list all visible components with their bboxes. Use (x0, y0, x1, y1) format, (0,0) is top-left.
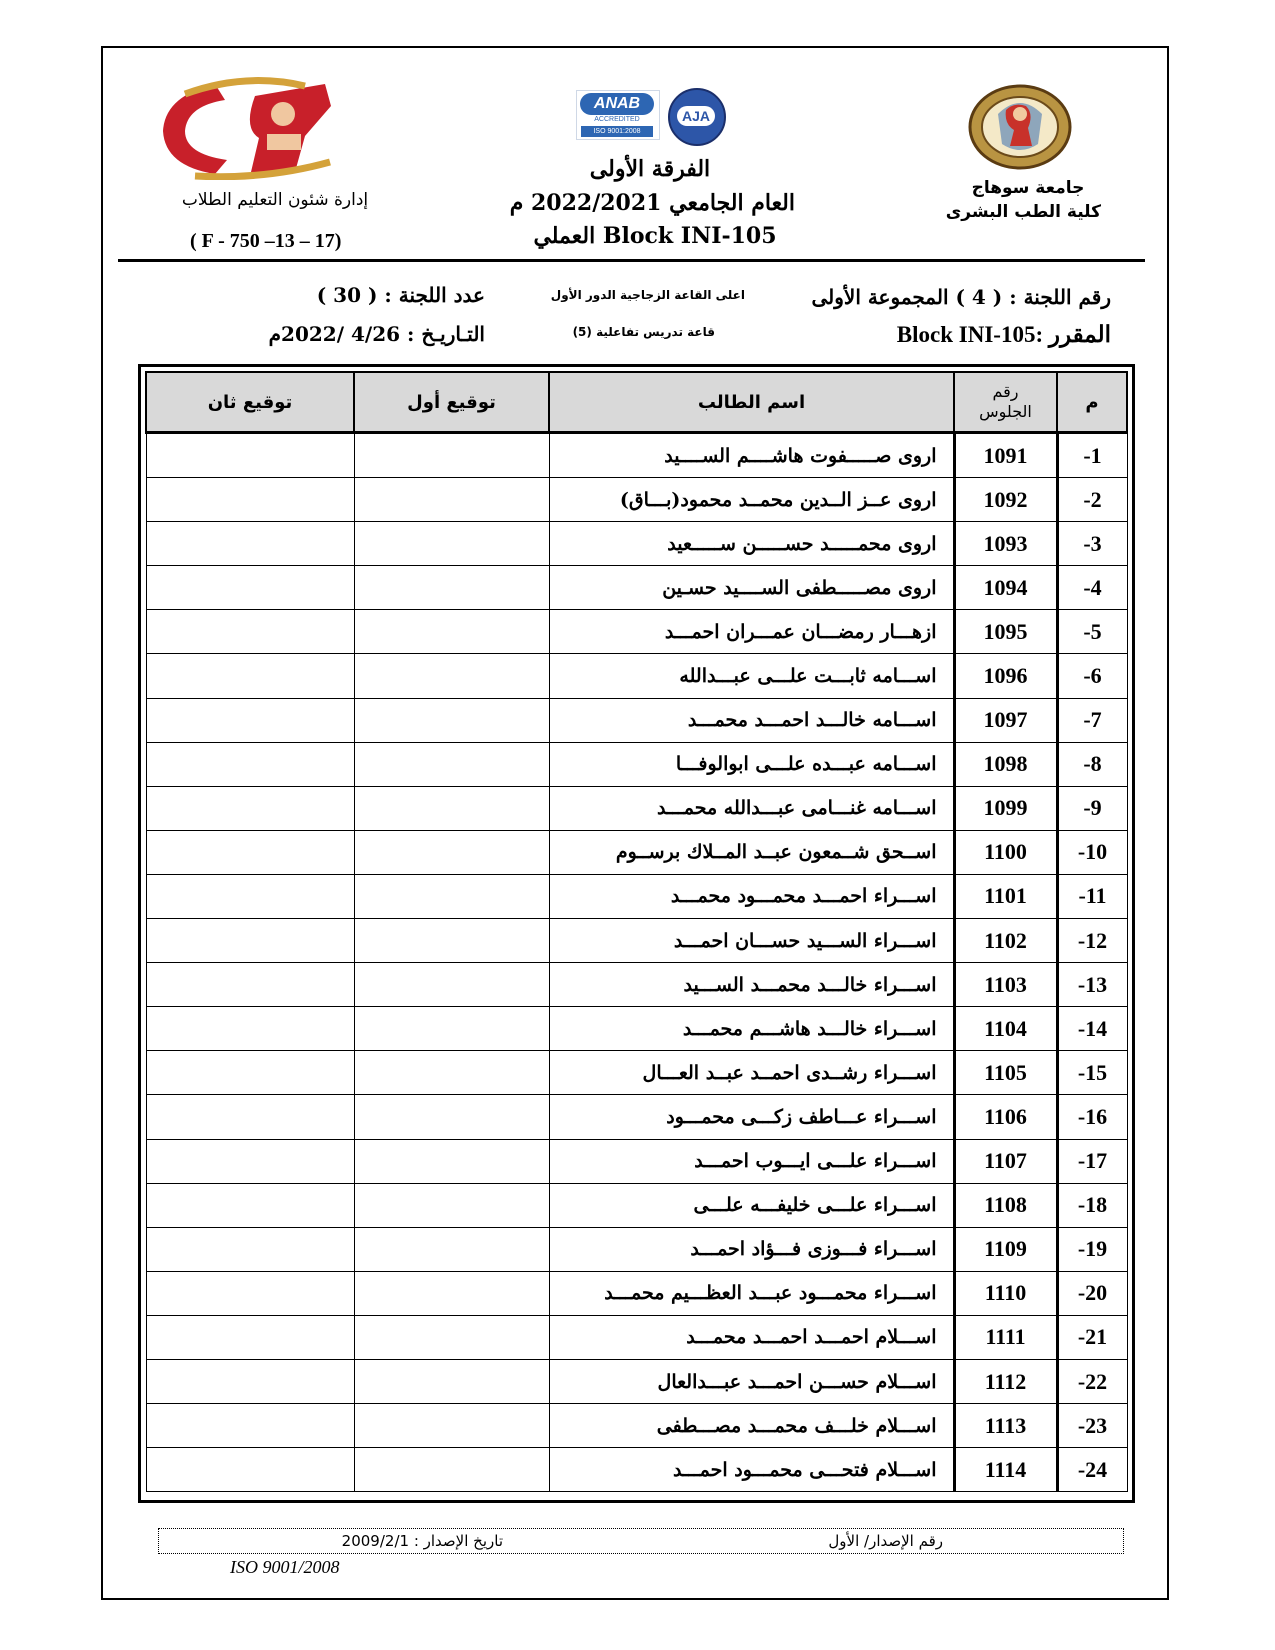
student-name: اســـراء علـــى ايـــوب احمـــد (549, 1139, 954, 1183)
header-first-signature: توقيع أول (354, 372, 549, 433)
student-name: اســـراء علـــى خليفـــه علـــى (549, 1183, 954, 1227)
aja-logo-text: AJA (677, 106, 715, 126)
seat-number: 1100 (954, 830, 1057, 874)
seat-number: 1111 (954, 1315, 1057, 1359)
student-name: اروى صـــــفوت هاشــــم الســــيد (549, 433, 954, 478)
second-signature-cell[interactable] (146, 1448, 354, 1492)
table-row (146, 698, 1127, 742)
student-name: اســـراء محمـــود عبـــد العظـــيم محمـــد (549, 1271, 954, 1315)
committee-number: رقم اللجنة : ( 4 ) المجموعة الأولى (811, 285, 1111, 309)
table-row (146, 1007, 1127, 1051)
seat-number: 1109 (954, 1227, 1057, 1271)
student-name: اســـامه عبـــده علـــى ابوالوفـــا (549, 742, 954, 786)
seat-number: 1091 (954, 433, 1057, 478)
student-name: اســـراء احمـــد محمـــود محمـــد (549, 874, 954, 918)
row-index: -23 (1057, 1404, 1127, 1448)
academic-year: العام الجامعي 2022/2021 م (509, 190, 795, 216)
seat-number: 1101 (954, 874, 1057, 918)
first-signature-cell[interactable] (354, 1271, 549, 1315)
first-signature-cell[interactable] (354, 1404, 549, 1448)
row-index: -5 (1057, 610, 1127, 654)
row-index: -8 (1057, 742, 1127, 786)
row-index: -9 (1057, 786, 1127, 830)
row-index: -18 (1057, 1183, 1127, 1227)
table-row (146, 1139, 1127, 1183)
seat-number: 1103 (954, 963, 1057, 1007)
first-signature-cell[interactable] (354, 433, 549, 478)
seat-number: 1094 (954, 566, 1057, 610)
row-index: -12 (1057, 919, 1127, 963)
second-signature-cell[interactable] (146, 1315, 354, 1359)
row-index: -17 (1057, 1139, 1127, 1183)
row-index: -22 (1057, 1359, 1127, 1403)
header-index: م (1057, 372, 1127, 433)
first-signature-cell[interactable] (354, 1227, 549, 1271)
anab-accredited-text: ACCREDITED (594, 116, 640, 123)
row-index: -10 (1057, 830, 1127, 874)
first-signature-cell[interactable] (354, 478, 549, 522)
second-signature-cell[interactable] (146, 1007, 354, 1051)
header-divider (118, 259, 1145, 262)
table-row (146, 1227, 1127, 1271)
seat-number: 1113 (954, 1404, 1057, 1448)
seat-number: 1105 (954, 1051, 1057, 1095)
first-signature-cell[interactable] (354, 1359, 549, 1403)
student-affairs-dept: إدارة شئون التعليم الطلاب (181, 190, 369, 210)
seat-number: 1093 (954, 522, 1057, 566)
student-name: اســـلام خلـــف محمـــد مصـــطفى (549, 1404, 954, 1448)
student-name: ازهـــار رمضـــان عمـــران احمـــد (549, 610, 954, 654)
first-signature-cell[interactable] (354, 698, 549, 742)
second-signature-cell[interactable] (146, 1051, 354, 1095)
first-signature-cell[interactable] (354, 786, 549, 830)
second-signature-cell[interactable] (146, 1404, 354, 1448)
table-row (146, 919, 1127, 963)
issue-number: رقم الإصدار/ الأول (828, 1532, 943, 1550)
row-index: -11 (1057, 874, 1127, 918)
table-row (146, 830, 1127, 874)
student-name: اســـراء رشــدى احمــد عبــد العـــال (549, 1051, 954, 1095)
table-row (146, 433, 1127, 478)
first-signature-cell[interactable] (354, 610, 549, 654)
table-row (146, 654, 1127, 698)
first-signature-cell[interactable] (354, 654, 549, 698)
hall-name: قاعة تدريس تفاعلية (5) (572, 325, 715, 339)
student-name: اســـامه خالـــد احمـــد محمـــد (549, 698, 954, 742)
student-name: اســـلام حســـن احمـــد عبـــدالعال (549, 1359, 954, 1403)
student-name: اروى عــز الــدين محمــد محمود(بـــاق) (549, 478, 954, 522)
second-signature-cell[interactable] (146, 1139, 354, 1183)
aja-badge (668, 88, 726, 146)
student-name: اســحق شــمعون عبــد المــلاك برســوم (549, 830, 954, 874)
class-title: الفرقة الأولى (589, 156, 711, 182)
footer-box (158, 1528, 1124, 1554)
table-row (146, 1183, 1127, 1227)
seat-number: 1114 (954, 1448, 1057, 1492)
table-row (146, 1359, 1127, 1403)
seat-number: 1092 (954, 478, 1057, 522)
second-signature-cell[interactable] (146, 874, 354, 918)
row-index: -14 (1057, 1007, 1127, 1051)
row-index: -19 (1057, 1227, 1127, 1271)
table-row (146, 742, 1127, 786)
student-name: اســـراء الســـيد حســـان احمـــد (549, 919, 954, 963)
student-name: اســـراء عـــاطف زكـــى محمـــود (549, 1095, 954, 1139)
seat-number: 1097 (954, 698, 1057, 742)
sohag-university-seal-icon (968, 84, 1072, 170)
second-signature-cell[interactable] (146, 610, 354, 654)
university-name: جامعة سوهاج (971, 178, 1085, 198)
second-signature-cell[interactable] (146, 1183, 354, 1227)
student-name: اســـلام احمـــد احمـــد محمـــد (549, 1315, 954, 1359)
student-name: اســـامه ثابـــت علـــى عبـــدالله (549, 654, 954, 698)
first-signature-cell[interactable] (354, 1051, 549, 1095)
first-signature-cell[interactable] (354, 1007, 549, 1051)
first-signature-cell[interactable] (354, 963, 549, 1007)
table-row (146, 963, 1127, 1007)
row-index: -15 (1057, 1051, 1127, 1095)
faculty-of-medicine-logo-icon (155, 76, 345, 180)
seat-number: 1110 (954, 1271, 1057, 1315)
student-name: اســـراء خالـــد محمـــد الســـيد (549, 963, 954, 1007)
first-signature-cell[interactable] (354, 522, 549, 566)
table-row (146, 1404, 1127, 1448)
header-seat-line2: الجلوس (979, 402, 1032, 421)
anab-iso-text: ISO 9001:2008 (581, 126, 653, 137)
second-signature-cell[interactable] (146, 742, 354, 786)
first-signature-cell[interactable] (354, 1183, 549, 1227)
first-signature-cell[interactable] (354, 1448, 549, 1492)
anab-badge (576, 90, 660, 140)
table-row (146, 1315, 1127, 1359)
student-name: اســـراء خالـــد هاشـــم محمـــد (549, 1007, 954, 1051)
table-header-row (146, 372, 1127, 433)
table-row (146, 786, 1127, 830)
second-signature-cell[interactable] (146, 1271, 354, 1315)
student-name: اروى محمـــــد حســـــن ســـــعيد (549, 522, 954, 566)
second-signature-cell[interactable] (146, 1359, 354, 1403)
row-index: -24 (1057, 1448, 1127, 1492)
table-row (146, 1271, 1127, 1315)
table-row (146, 610, 1127, 654)
student-name: اســـامه غنـــامى عبـــدالله محمـــد (549, 786, 954, 830)
seat-number: 1112 (954, 1359, 1057, 1403)
seat-number: 1107 (954, 1139, 1057, 1183)
second-signature-cell[interactable] (146, 433, 354, 478)
row-index: -2 (1057, 478, 1127, 522)
iso-footer-text: ISO 9001/2008 (230, 1557, 340, 1577)
block-title: Block INI-105 العملي (533, 223, 777, 249)
student-name: اســـلام فتحـــى محمـــود احمـــد (549, 1448, 954, 1492)
row-index: -6 (1057, 654, 1127, 698)
second-signature-cell[interactable] (146, 963, 354, 1007)
student-name: اســـراء فـــوزى فـــؤاد احمـــد (549, 1227, 954, 1271)
table-row (146, 478, 1127, 522)
first-signature-cell[interactable] (354, 830, 549, 874)
row-index: -21 (1057, 1315, 1127, 1359)
first-signature-cell[interactable] (354, 566, 549, 610)
course-name: المقرر :Block INI-105 (896, 322, 1111, 347)
first-signature-cell[interactable] (354, 919, 549, 963)
second-signature-cell[interactable] (146, 654, 354, 698)
issue-date: تاريخ الإصدار : 2009/2/1 (341, 1532, 503, 1550)
first-signature-cell[interactable] (354, 874, 549, 918)
second-signature-cell[interactable] (146, 786, 354, 830)
header-seat-line1: رقم (992, 382, 1019, 401)
row-index: -7 (1057, 698, 1127, 742)
anab-logo-text: ANAB (580, 93, 654, 115)
row-index: -13 (1057, 963, 1127, 1007)
row-index: -4 (1057, 566, 1127, 610)
seat-number: 1095 (954, 610, 1057, 654)
seat-number: 1098 (954, 742, 1057, 786)
second-signature-cell[interactable] (146, 830, 354, 874)
second-signature-cell[interactable] (146, 919, 354, 963)
second-signature-cell[interactable] (146, 478, 354, 522)
students-table (145, 371, 1128, 1492)
row-index: -16 (1057, 1095, 1127, 1139)
table-row (146, 1095, 1127, 1139)
table-row (146, 522, 1127, 566)
first-signature-cell[interactable] (354, 742, 549, 786)
seat-number: 1099 (954, 786, 1057, 830)
second-signature-cell[interactable] (146, 522, 354, 566)
first-signature-cell[interactable] (354, 1139, 549, 1183)
committee-count: عدد اللجنة : ( 30 ) (316, 283, 485, 307)
second-signature-cell[interactable] (146, 1227, 354, 1271)
students-table-frame (138, 364, 1135, 1503)
hall-location: اعلى القاعة الزجاجية الدور الأول (550, 288, 745, 302)
table-row (146, 1051, 1127, 1095)
row-index: -1 (1057, 433, 1127, 478)
table-row (146, 874, 1127, 918)
row-index: -3 (1057, 522, 1127, 566)
row-index: -20 (1057, 1271, 1127, 1315)
header-second-signature: توقيع ثان (146, 372, 354, 433)
second-signature-cell[interactable] (146, 1095, 354, 1139)
exam-date: التـاريـخ : 4/26 /2022م (268, 322, 485, 346)
seat-number: 1106 (954, 1095, 1057, 1139)
first-signature-cell[interactable] (354, 1315, 549, 1359)
header-seat-number (954, 372, 1057, 433)
faculty-name: كلية الطب البشرى (945, 202, 1101, 222)
table-row (146, 1448, 1127, 1492)
table-row (146, 566, 1127, 610)
form-code: ( F - 750 –13 – 17) (190, 230, 342, 252)
header-student-name: اسم الطالب (549, 372, 954, 433)
seat-number: 1108 (954, 1183, 1057, 1227)
second-signature-cell[interactable] (146, 566, 354, 610)
second-signature-cell[interactable] (146, 698, 354, 742)
first-signature-cell[interactable] (354, 1095, 549, 1139)
seat-number: 1096 (954, 654, 1057, 698)
student-name: اروى مصـــــطفى الســــيد حسـين (549, 566, 954, 610)
seat-number: 1102 (954, 919, 1057, 963)
seat-number: 1104 (954, 1007, 1057, 1051)
